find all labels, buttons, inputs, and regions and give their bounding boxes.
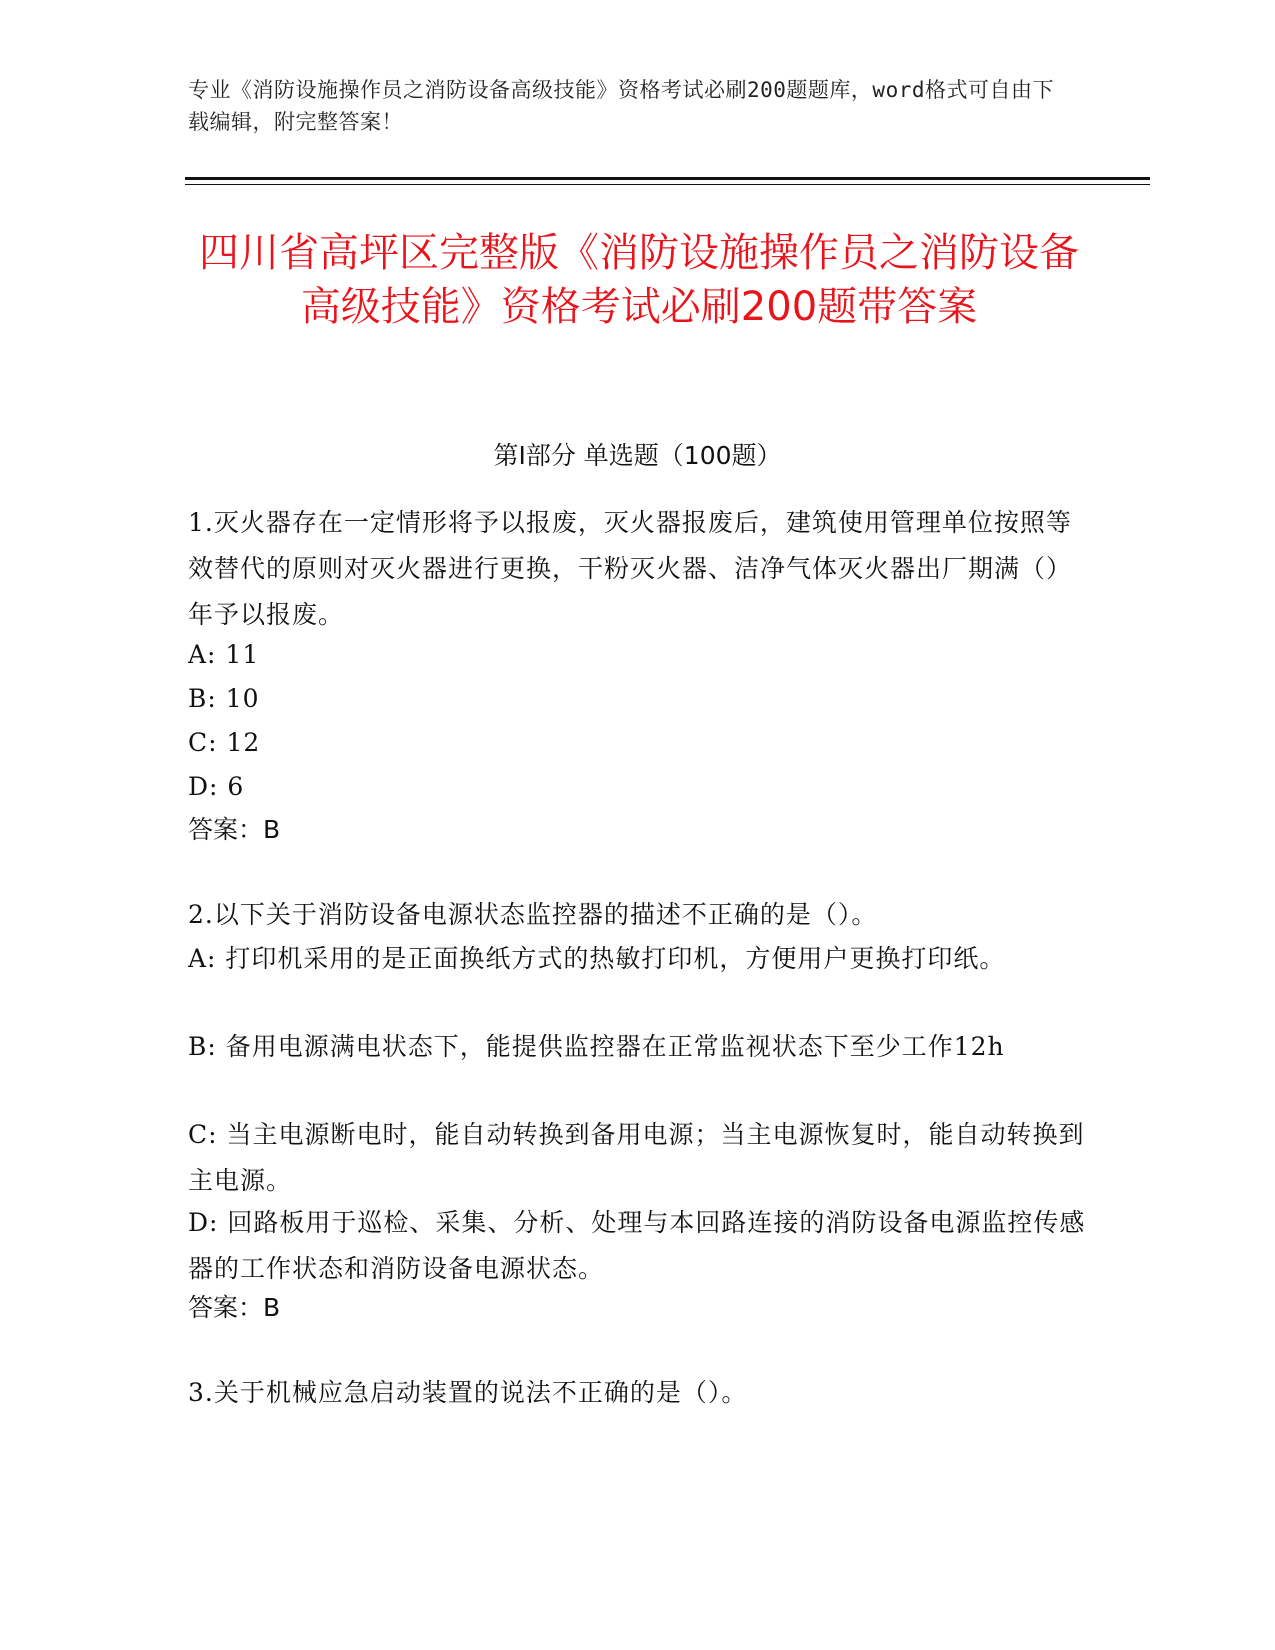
question-2-option-c: C: 当主电源断电时，能自动转换到备用电源；当主电源恢复时，能自动转换到主电源。 (188, 1120, 1085, 1195)
question-1-answer: 答案：B (188, 815, 281, 844)
question-1-stem: 1.灭火器存在一定情形将予以报废，灭火器报废后，建筑使用管理单位按照等效替代的原则对灭火器进行更换，干粉灭火器、洁净气体灭火器出厂期满（）年予以报废。 (188, 508, 1073, 629)
question-1-option-c: C: 12 (188, 728, 261, 757)
header-divider-thin (185, 184, 1150, 185)
section-heading: 第I部分 单选题（100题） (493, 441, 782, 470)
header-divider-thick (185, 177, 1150, 180)
question-2-option-a: A: 打印机采用的是正面换纸方式的热敏打印机，方便用户更换打印纸。 (188, 944, 1006, 973)
question-1-option-d: D: 6 (188, 772, 245, 801)
question-3-stem: 3.关于机械应急启动装置的说法不正确的是（）。 (188, 1378, 748, 1407)
question-2-answer: 答案：B (188, 1293, 281, 1322)
question-2-stem: 2.以下关于消防设备电源状态监控器的描述不正确的是（）。 (188, 900, 878, 929)
header-note: 专业《消防设施操作员之消防设备高级技能》资格考试必刷200题题库，word格式可自由下载编辑，附完整答案！ (188, 78, 1054, 134)
document-title: 四川省高坪区完整版《消防设施操作员之消防设备高级技能》资格考试必刷200题带答案 (199, 230, 1079, 330)
question-2-option-b: B: 备用电源满电状态下，能提供监控器在正常监视状态下至少工作12h (188, 1032, 1005, 1061)
question-1-option-b: B: 10 (188, 684, 260, 713)
question-2-option-d: D: 回路板用于巡检、采集、分析、处理与本回路连接的消防设备电源监控传感器的工作状态和消防设备电源状态。 (188, 1208, 1086, 1283)
question-1-option-a: A: 11 (188, 640, 260, 669)
